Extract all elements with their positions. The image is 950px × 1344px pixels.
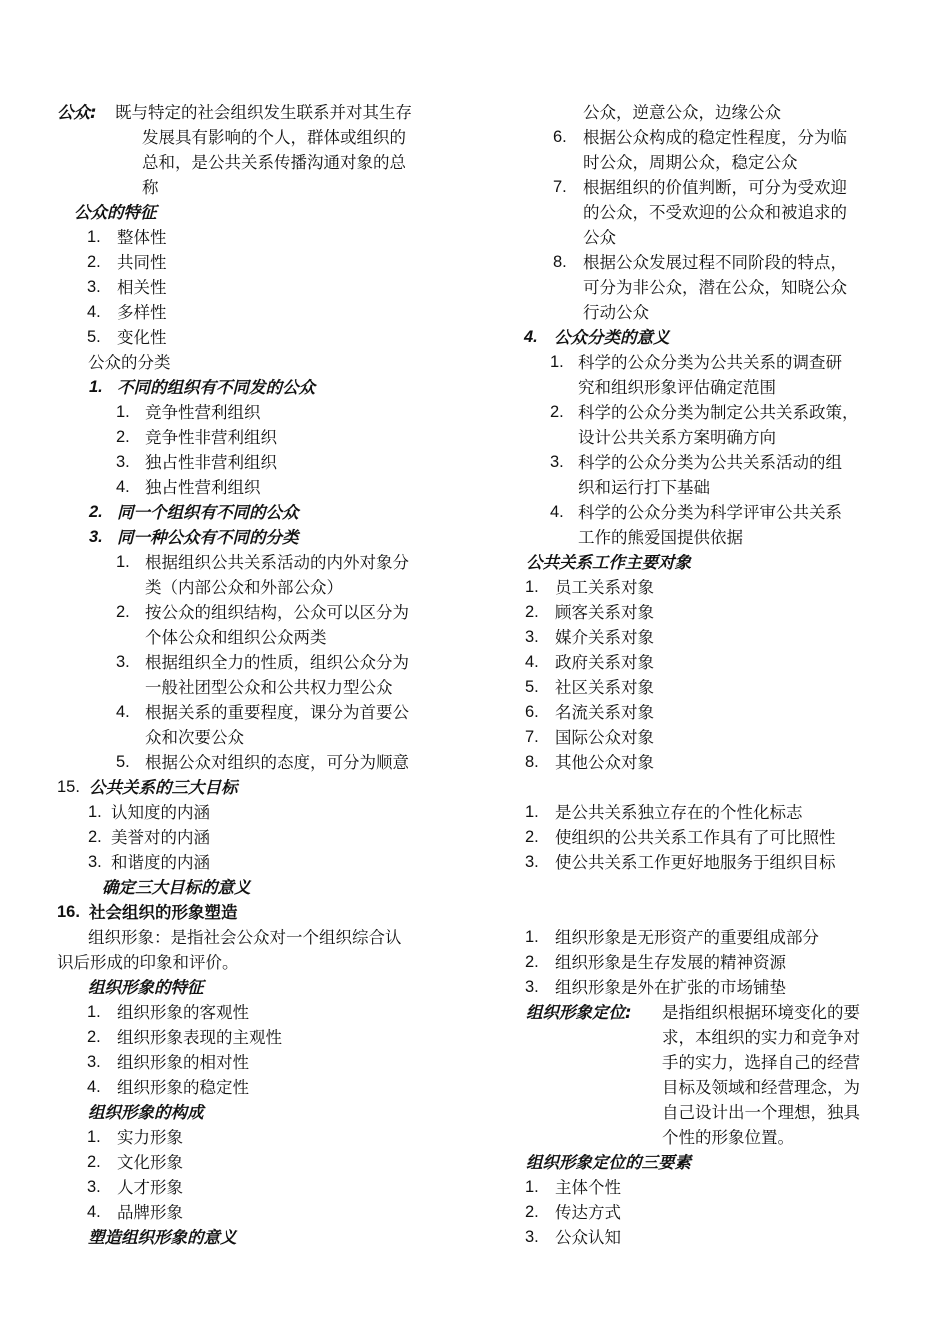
list-item: 的公众，不受欢迎的公众和被追求的 — [583, 203, 847, 222]
list-item: 独占性非营利组织 — [145, 453, 277, 472]
subheading: 不同的组织有不同发的公众 — [117, 378, 315, 397]
list-number: 1. — [525, 928, 539, 946]
list-number: 3. — [89, 528, 103, 546]
list-item: 变化性 — [117, 328, 167, 347]
list-number: 1. — [525, 1178, 539, 1196]
list-item: 名流关系对象 — [555, 703, 654, 722]
list-number: 1. — [89, 378, 103, 396]
list-item: 众和次要公众 — [145, 728, 244, 747]
list-number: 4. — [524, 328, 538, 346]
list-number: 4. — [87, 1078, 101, 1096]
list-number: 3. — [550, 453, 564, 471]
list-number: 1. — [116, 403, 130, 421]
list-item: 根据公众对组织的态度，可分为顺意 — [145, 753, 409, 772]
list-number: 1. — [87, 1003, 101, 1021]
list-item: 是公共关系独立存在的个性化标志 — [555, 803, 803, 822]
list-item: 相关性 — [117, 278, 167, 297]
subheading: 同一个组织有不同的公众 — [117, 503, 299, 522]
list-item: 公众，逆意公众，边缘公众 — [583, 103, 781, 122]
list-item: 根据关系的重要程度，课分为首要公 — [145, 703, 409, 722]
list-number: 8. — [553, 253, 567, 271]
list-number: 2. — [87, 1153, 101, 1171]
list-item: 设计公共关系方案明确方向 — [578, 428, 776, 447]
list-item: 组织形象的客观性 — [117, 1003, 249, 1022]
list-item: 根据公众构成的稳定性程度，分为临 — [583, 128, 847, 147]
list-number: 1. — [525, 803, 539, 821]
list-number: 7. — [525, 728, 539, 746]
list-item: 顾客关系对象 — [555, 603, 654, 622]
list-number: 4. — [116, 478, 130, 496]
list-number: 3. — [87, 278, 101, 296]
positioning-elements-heading: 组织形象定位的三要素 — [526, 1153, 691, 1172]
positioning-def-line: 目标及领域和经营理念，为 — [662, 1078, 860, 1097]
section-number: 16. — [57, 903, 80, 921]
list-number: 4. — [87, 303, 101, 321]
list-item: 整体性 — [117, 228, 167, 247]
list-number: 1. — [87, 228, 101, 246]
positioning-def-line: 求，本组织的实力和竞争对 — [662, 1028, 860, 1047]
list-number: 2. — [525, 603, 539, 621]
list-item: 织和运行打下基础 — [578, 478, 710, 497]
subheading: 公众分类的意义 — [554, 328, 670, 347]
public-def-line: 既与特定的社会组织发生联系并对其生存 — [115, 103, 412, 122]
list-number: 2. — [116, 428, 130, 446]
section-heading: 公共关系的三大目标 — [89, 778, 238, 797]
list-item: 组织形象的相对性 — [117, 1053, 249, 1072]
list-item: 公众 — [583, 228, 616, 247]
list-item: 主体个性 — [555, 1178, 621, 1197]
list-item: 使组织的公共关系工作具有了可比照性 — [555, 828, 836, 847]
list-item: 媒介关系对象 — [555, 628, 654, 647]
list-item: 社区关系对象 — [555, 678, 654, 697]
features-heading: 公众的特征 — [74, 203, 157, 222]
list-item: 科学的公众分类为科学评审公共关系 — [578, 503, 842, 522]
list-item: 竞争性营利组织 — [145, 403, 261, 422]
list-number: 3. — [87, 1053, 101, 1071]
list-number: 2. — [525, 828, 539, 846]
list-item: 认知度的内涵 — [111, 803, 210, 822]
list-number: 6. — [553, 128, 567, 146]
goal-meaning-heading: 确定三大目标的意义 — [102, 878, 251, 897]
list-item: 共同性 — [117, 253, 167, 272]
list-item: 多样性 — [117, 303, 167, 322]
list-item: 科学的公众分类为制定公共关系政策， — [578, 403, 859, 422]
list-number: 5. — [87, 328, 101, 346]
image-def-line: 组织形象：是指社会公众对一个组织综合认 — [88, 928, 402, 947]
list-item: 其他公众对象 — [555, 753, 654, 772]
list-item: 独占性营利组织 — [145, 478, 261, 497]
image-features-heading: 组织形象的特征 — [88, 978, 204, 997]
list-number: 8. — [525, 753, 539, 771]
list-item: 时公众，周期公众，稳定公众 — [583, 153, 798, 172]
list-item: 政府关系对象 — [555, 653, 654, 672]
list-item: 组织形象是无形资产的重要组成部分 — [555, 928, 819, 947]
list-number: 3. — [525, 628, 539, 646]
list-item: 使公共关系工作更好地服务于组织目标 — [555, 853, 836, 872]
list-item: 究和组织形象评估确定范围 — [578, 378, 776, 397]
list-number: 1. — [525, 578, 539, 596]
list-item: 美誉对的内涵 — [111, 828, 210, 847]
list-item: 竞争性非营利组织 — [145, 428, 277, 447]
classification-heading: 公众的分类 — [88, 353, 171, 372]
positioning-def-line: 个性的形象位置。 — [662, 1128, 794, 1147]
list-number: 4. — [87, 1203, 101, 1221]
list-number: 4. — [550, 503, 564, 521]
list-item: 类（内部公众和外部公众） — [145, 578, 343, 597]
positioning-def-line: 手的实力，选择自己的经营 — [662, 1053, 860, 1072]
list-number: 5. — [116, 753, 130, 771]
list-number: 4. — [116, 703, 130, 721]
list-number: 2. — [525, 1203, 539, 1221]
list-number: 2. — [88, 828, 102, 846]
list-item: 根据组织全力的性质，组织公众分为 — [145, 653, 409, 672]
public-def-line: 发展具有影响的个人，群体或组织的 — [142, 128, 406, 147]
list-number: 2. — [550, 403, 564, 421]
positioning-def-line: 是指组织根据环境变化的要 — [662, 1003, 860, 1022]
public-def-line: 称 — [142, 178, 159, 197]
list-item: 工作的熊爱国提供依据 — [578, 528, 743, 547]
list-number: 3. — [87, 1178, 101, 1196]
list-item: 传达方式 — [555, 1203, 621, 1222]
list-number: 2. — [525, 953, 539, 971]
list-item: 国际公众对象 — [555, 728, 654, 747]
list-item: 按公众的组织结构，公众可以区分为 — [145, 603, 409, 622]
list-number: 3. — [88, 853, 102, 871]
list-number: 3. — [116, 453, 130, 471]
list-item: 和谐度的内涵 — [111, 853, 210, 872]
list-item: 科学的公众分类为公共关系活动的组 — [578, 453, 842, 472]
list-number: 4. — [525, 653, 539, 671]
image-def-line: 识后形成的印象和评价。 — [57, 953, 239, 972]
subheading: 同一种公众有不同的分类 — [117, 528, 299, 547]
list-number: 1. — [88, 803, 102, 821]
list-item: 根据公众发展过程不同阶段的特点， — [583, 253, 847, 272]
list-number: 2. — [116, 603, 130, 621]
list-item: 人才形象 — [117, 1178, 183, 1197]
objects-heading: 公共关系工作主要对象 — [526, 553, 691, 572]
public-def-line: 总和，是公共关系传播沟通对象的总 — [142, 153, 406, 172]
list-number: 3. — [525, 853, 539, 871]
list-number: 3. — [525, 978, 539, 996]
list-number: 1. — [550, 353, 564, 371]
list-item: 文化形象 — [117, 1153, 183, 1172]
list-number: 1. — [87, 1128, 101, 1146]
list-item: 一般社团型公众和公共权力型公众 — [145, 678, 393, 697]
list-item: 个体公众和组织公众两类 — [145, 628, 327, 647]
list-number: 2. — [89, 503, 103, 521]
list-item: 组织形象表现的主观性 — [117, 1028, 282, 1047]
list-item: 组织形象的稳定性 — [117, 1078, 249, 1097]
list-number: 2. — [87, 1028, 101, 1046]
list-item: 可分为非公众，潜在公众，知晓公众 — [583, 278, 847, 297]
positioning-term: 组织形象定位: — [526, 1003, 632, 1022]
list-item: 实力形象 — [117, 1128, 183, 1147]
shaping-meaning-heading: 塑造组织形象的意义 — [88, 1228, 237, 1247]
list-number: 2. — [87, 253, 101, 271]
list-number: 5. — [525, 678, 539, 696]
positioning-def-line: 自己设计出一个理想，独具 — [662, 1103, 860, 1122]
list-number: 1. — [116, 553, 130, 571]
list-item: 员工关系对象 — [555, 578, 654, 597]
section-heading: 社会组织的形象塑造 — [89, 903, 238, 922]
list-number: 6. — [525, 703, 539, 721]
list-item: 组织形象是外在扩张的市场铺垫 — [555, 978, 786, 997]
list-item: 根据组织的价值判断，可分为受欢迎 — [583, 178, 847, 197]
public-term: 公众: — [57, 103, 97, 122]
list-item: 科学的公众分类为公共关系的调查研 — [578, 353, 842, 372]
section-number: 15. — [57, 778, 80, 796]
list-item: 根据组织公共关系活动的内外对象分 — [145, 553, 409, 572]
list-item: 行动公众 — [583, 303, 649, 322]
list-item: 公众认知 — [555, 1228, 621, 1247]
list-item: 品牌形象 — [117, 1203, 183, 1222]
list-number: 3. — [525, 1228, 539, 1246]
image-structure-heading: 组织形象的构成 — [88, 1103, 204, 1122]
list-item: 组织形象是生存发展的精神资源 — [555, 953, 786, 972]
list-number: 7. — [553, 178, 567, 196]
list-number: 3. — [116, 653, 130, 671]
